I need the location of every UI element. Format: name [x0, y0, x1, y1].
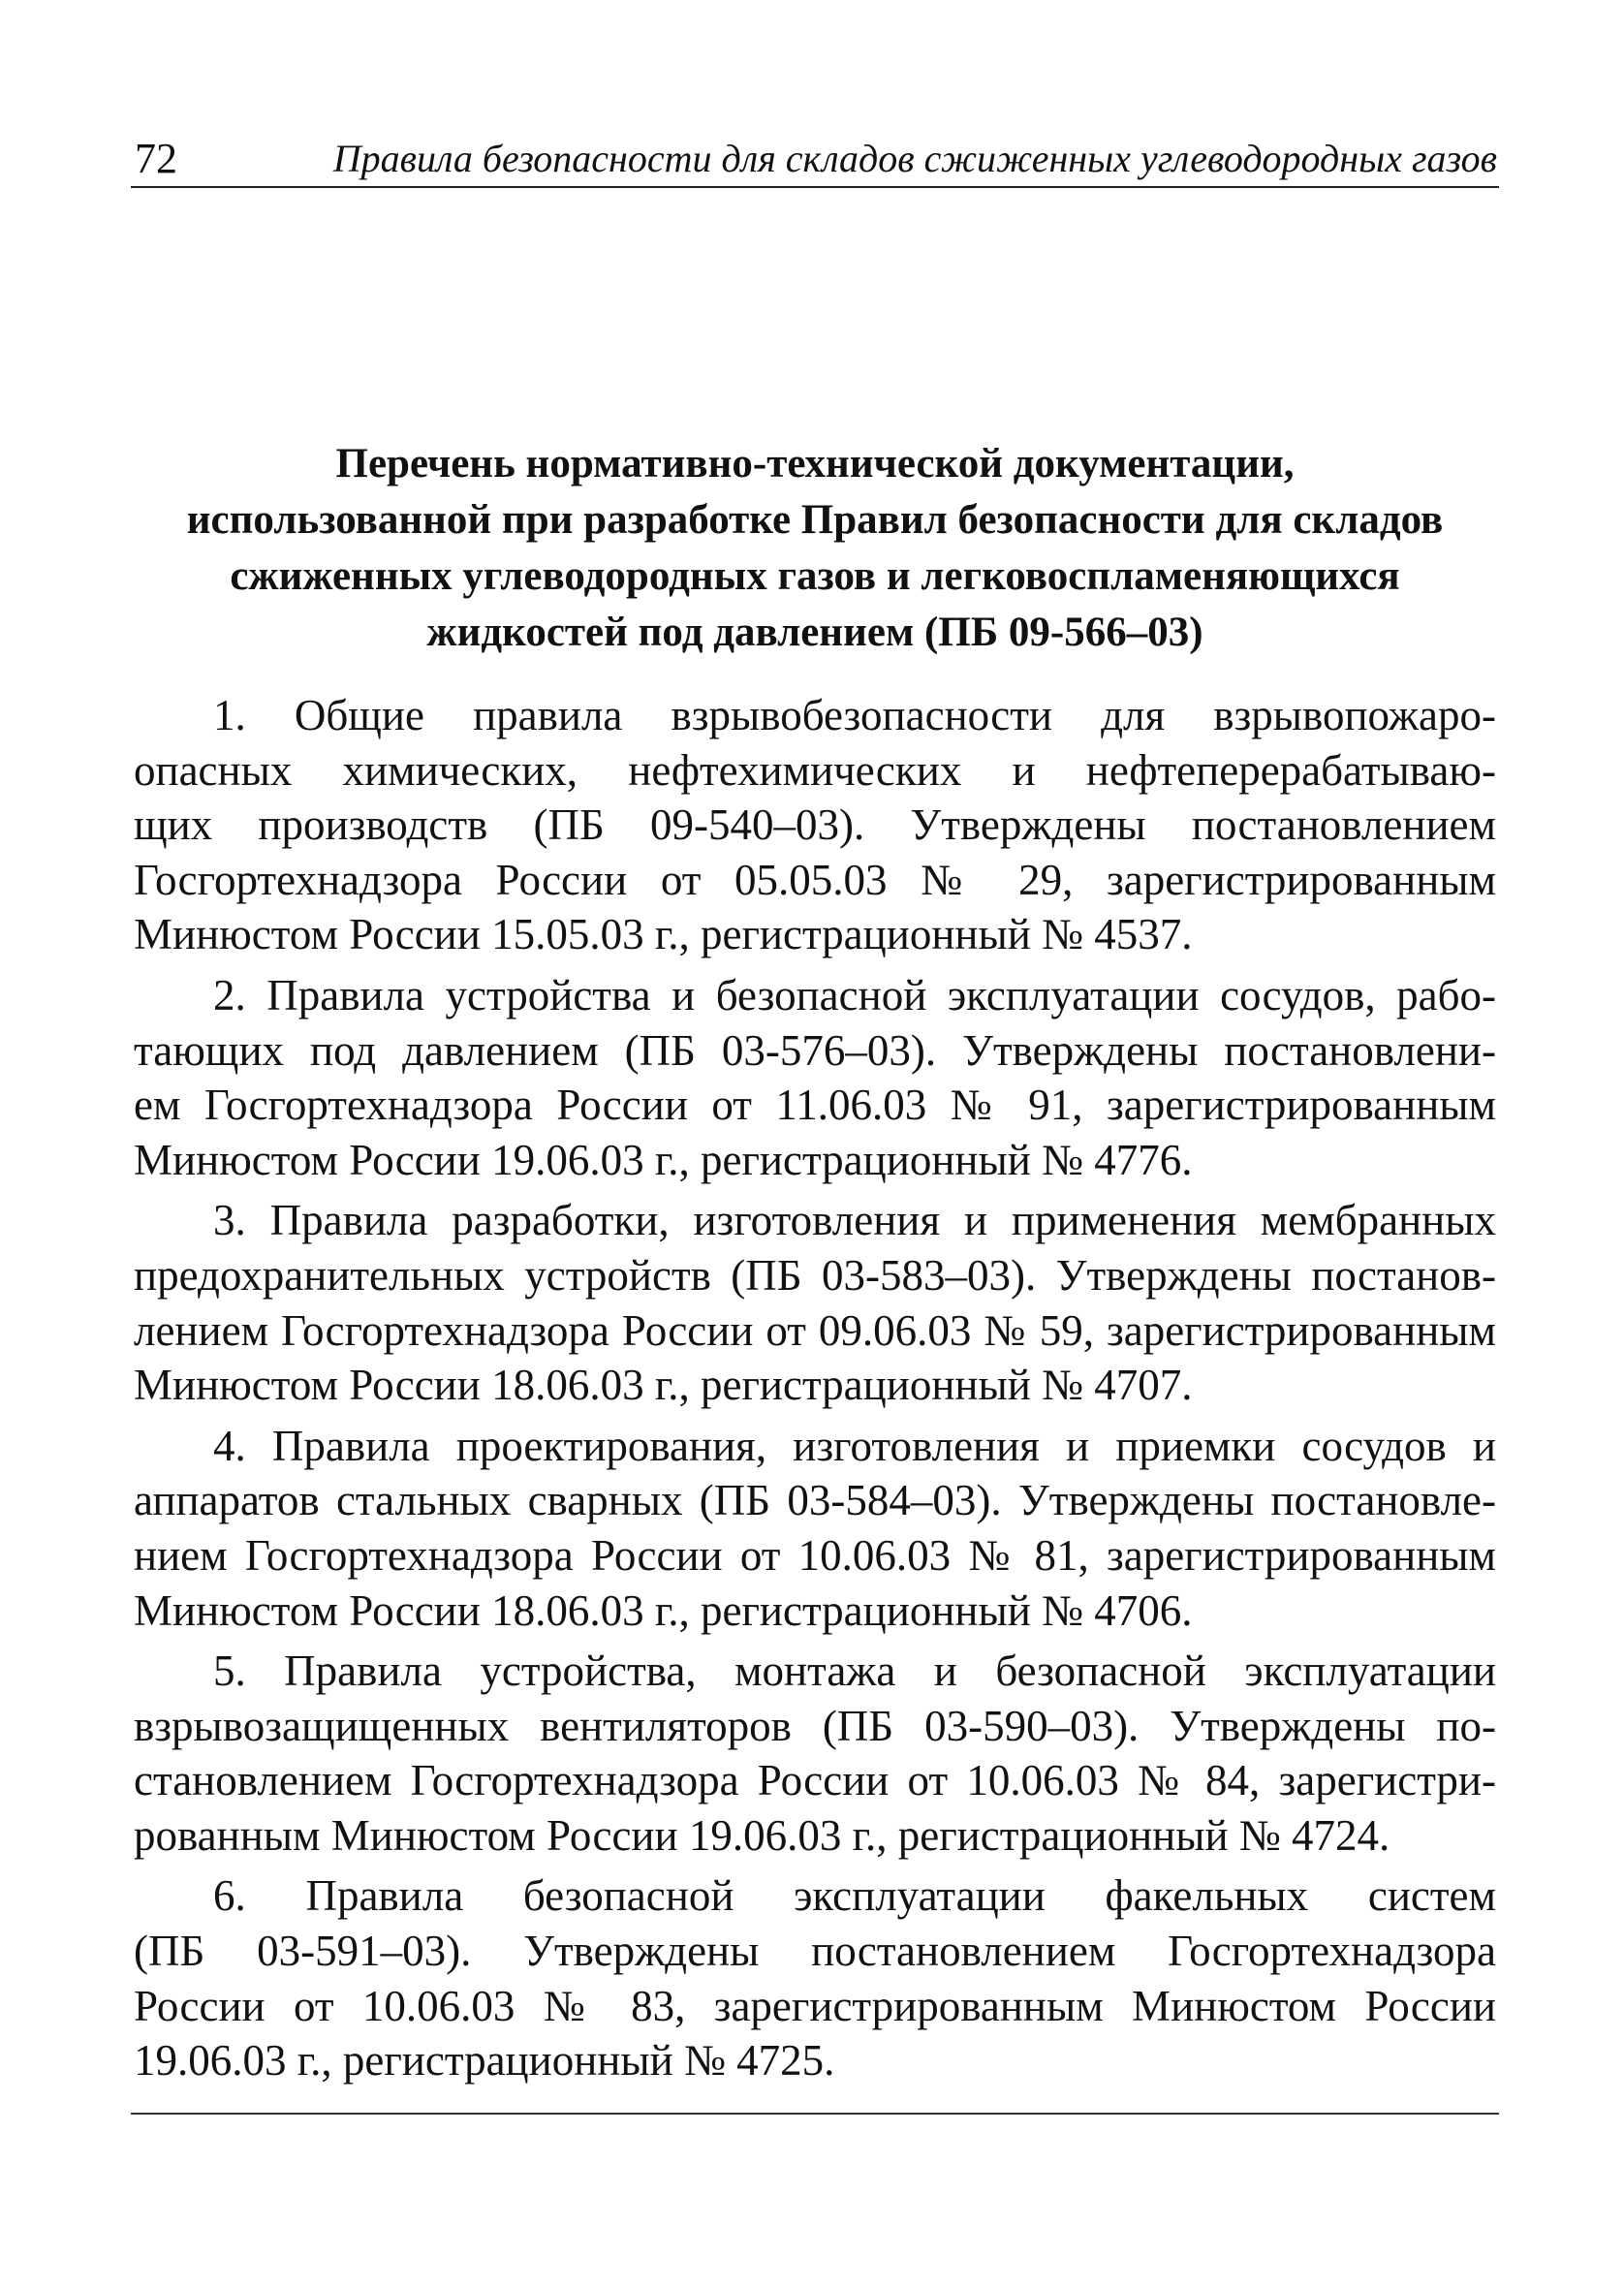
item-line: лением Госгортехнадзора России от 09.06.03 № 59, зарегистрированным — [134, 1305, 1496, 1355]
item-line: 3. Правила разработки, изготовления и применения мембранных — [213, 1196, 1496, 1245]
item-line: 2. Правила устройства и безопасной эксплуатации сосудов, рабо- — [213, 970, 1496, 1020]
item-line: Госгортехнадзора России от 05.05.03 № 29, зарегистрированным — [134, 855, 1496, 904]
item-line: 6. Правила безопасной эксплуатации факельных систем — [213, 1871, 1496, 1921]
item-line: ем Госгортехнадзора России от 11.06.03 № 91, зарегистрированным — [134, 1081, 1496, 1130]
item-line: 1. Общие правила взрывобезопасности для взрывопожаро- — [213, 691, 1496, 739]
list-item — [134, 1868, 1496, 2087]
bottom-divider — [131, 2113, 1499, 2115]
item-line: Минюстом России 18.06.03 г., регистрационный № 4707. — [134, 1361, 1193, 1410]
title-line: Перечень нормативно-технической документации, — [335, 441, 1295, 486]
item-line: Минюстом России 19.06.03 г., регистрационный № 4776. — [134, 1135, 1193, 1184]
item-line: опасных химических, нефтехимических и нефтеперерабатываю- — [134, 745, 1496, 795]
list-item — [134, 688, 1496, 962]
title-line: использованной при разработке Правил безопасности для складов — [186, 497, 1444, 543]
item-line: щих производств (ПБ 09-540–03). Утверждены постановлением — [134, 800, 1496, 850]
item-line: взрывозащищенных вентиляторов (ПБ 03-590–03). Утверждены по- — [134, 1701, 1496, 1750]
list-item — [134, 1193, 1496, 1412]
list-item — [134, 968, 1496, 1187]
list-item — [134, 1644, 1496, 1863]
item-line: 19.06.03 г., регистрационный № 4725. — [134, 2036, 835, 2086]
page-number: 72 — [135, 135, 177, 182]
running-title: Правила безопасности для складов сжиженных углеводородных газов — [332, 137, 1497, 180]
item-line: предохранительных устройств (ПБ 03-583–03). Утверждены постанов- — [134, 1250, 1496, 1300]
item-line: нием Госгортехнадзора России от 10.06.03 № 81, зарегистрированным — [134, 1530, 1496, 1580]
list-item — [134, 1419, 1496, 1638]
item-line: 4. Правила проектирования, изготовления и приемки сосудов и — [213, 1421, 1496, 1470]
item-line: 5. Правила устройства, монтажа и безопасной эксплуатации — [213, 1647, 1496, 1696]
item-line: Минюстом России 15.05.03 г., регистрационный № 4537. — [134, 910, 1193, 959]
item-line: России от 10.06.03 № 83, зарегистрированным Минюстом России — [134, 1981, 1496, 2030]
page-header — [131, 132, 1499, 188]
item-line: (ПБ 03-591–03). Утверждены постановлением Госгортехнадзора — [134, 1927, 1496, 1976]
item-line: Минюстом России 18.06.03 г., регистрационный № 4706. — [134, 1585, 1193, 1635]
item-line: тающих под давлением (ПБ 03-576–03). Утверждены постановлени- — [134, 1025, 1496, 1075]
item-line: аппаратов стальных сварных (ПБ 03-584–03). Утверждены постановле- — [134, 1476, 1496, 1525]
item-line: рованным Минюстом России 19.06.03 г., регистрационный № 4724. — [134, 1810, 1390, 1860]
title-line: сжиженных углеводородных газов и легковоспламеняющихся — [230, 553, 1400, 599]
item-line: становлением Госгортехнадзора России от 10.06.03 № 84, зарегистри- — [134, 1756, 1496, 1805]
section-title — [131, 436, 1499, 661]
document-list — [134, 688, 1496, 2094]
title-line: жидкостей под давлением (ПБ 09-566–03) — [426, 610, 1203, 655]
